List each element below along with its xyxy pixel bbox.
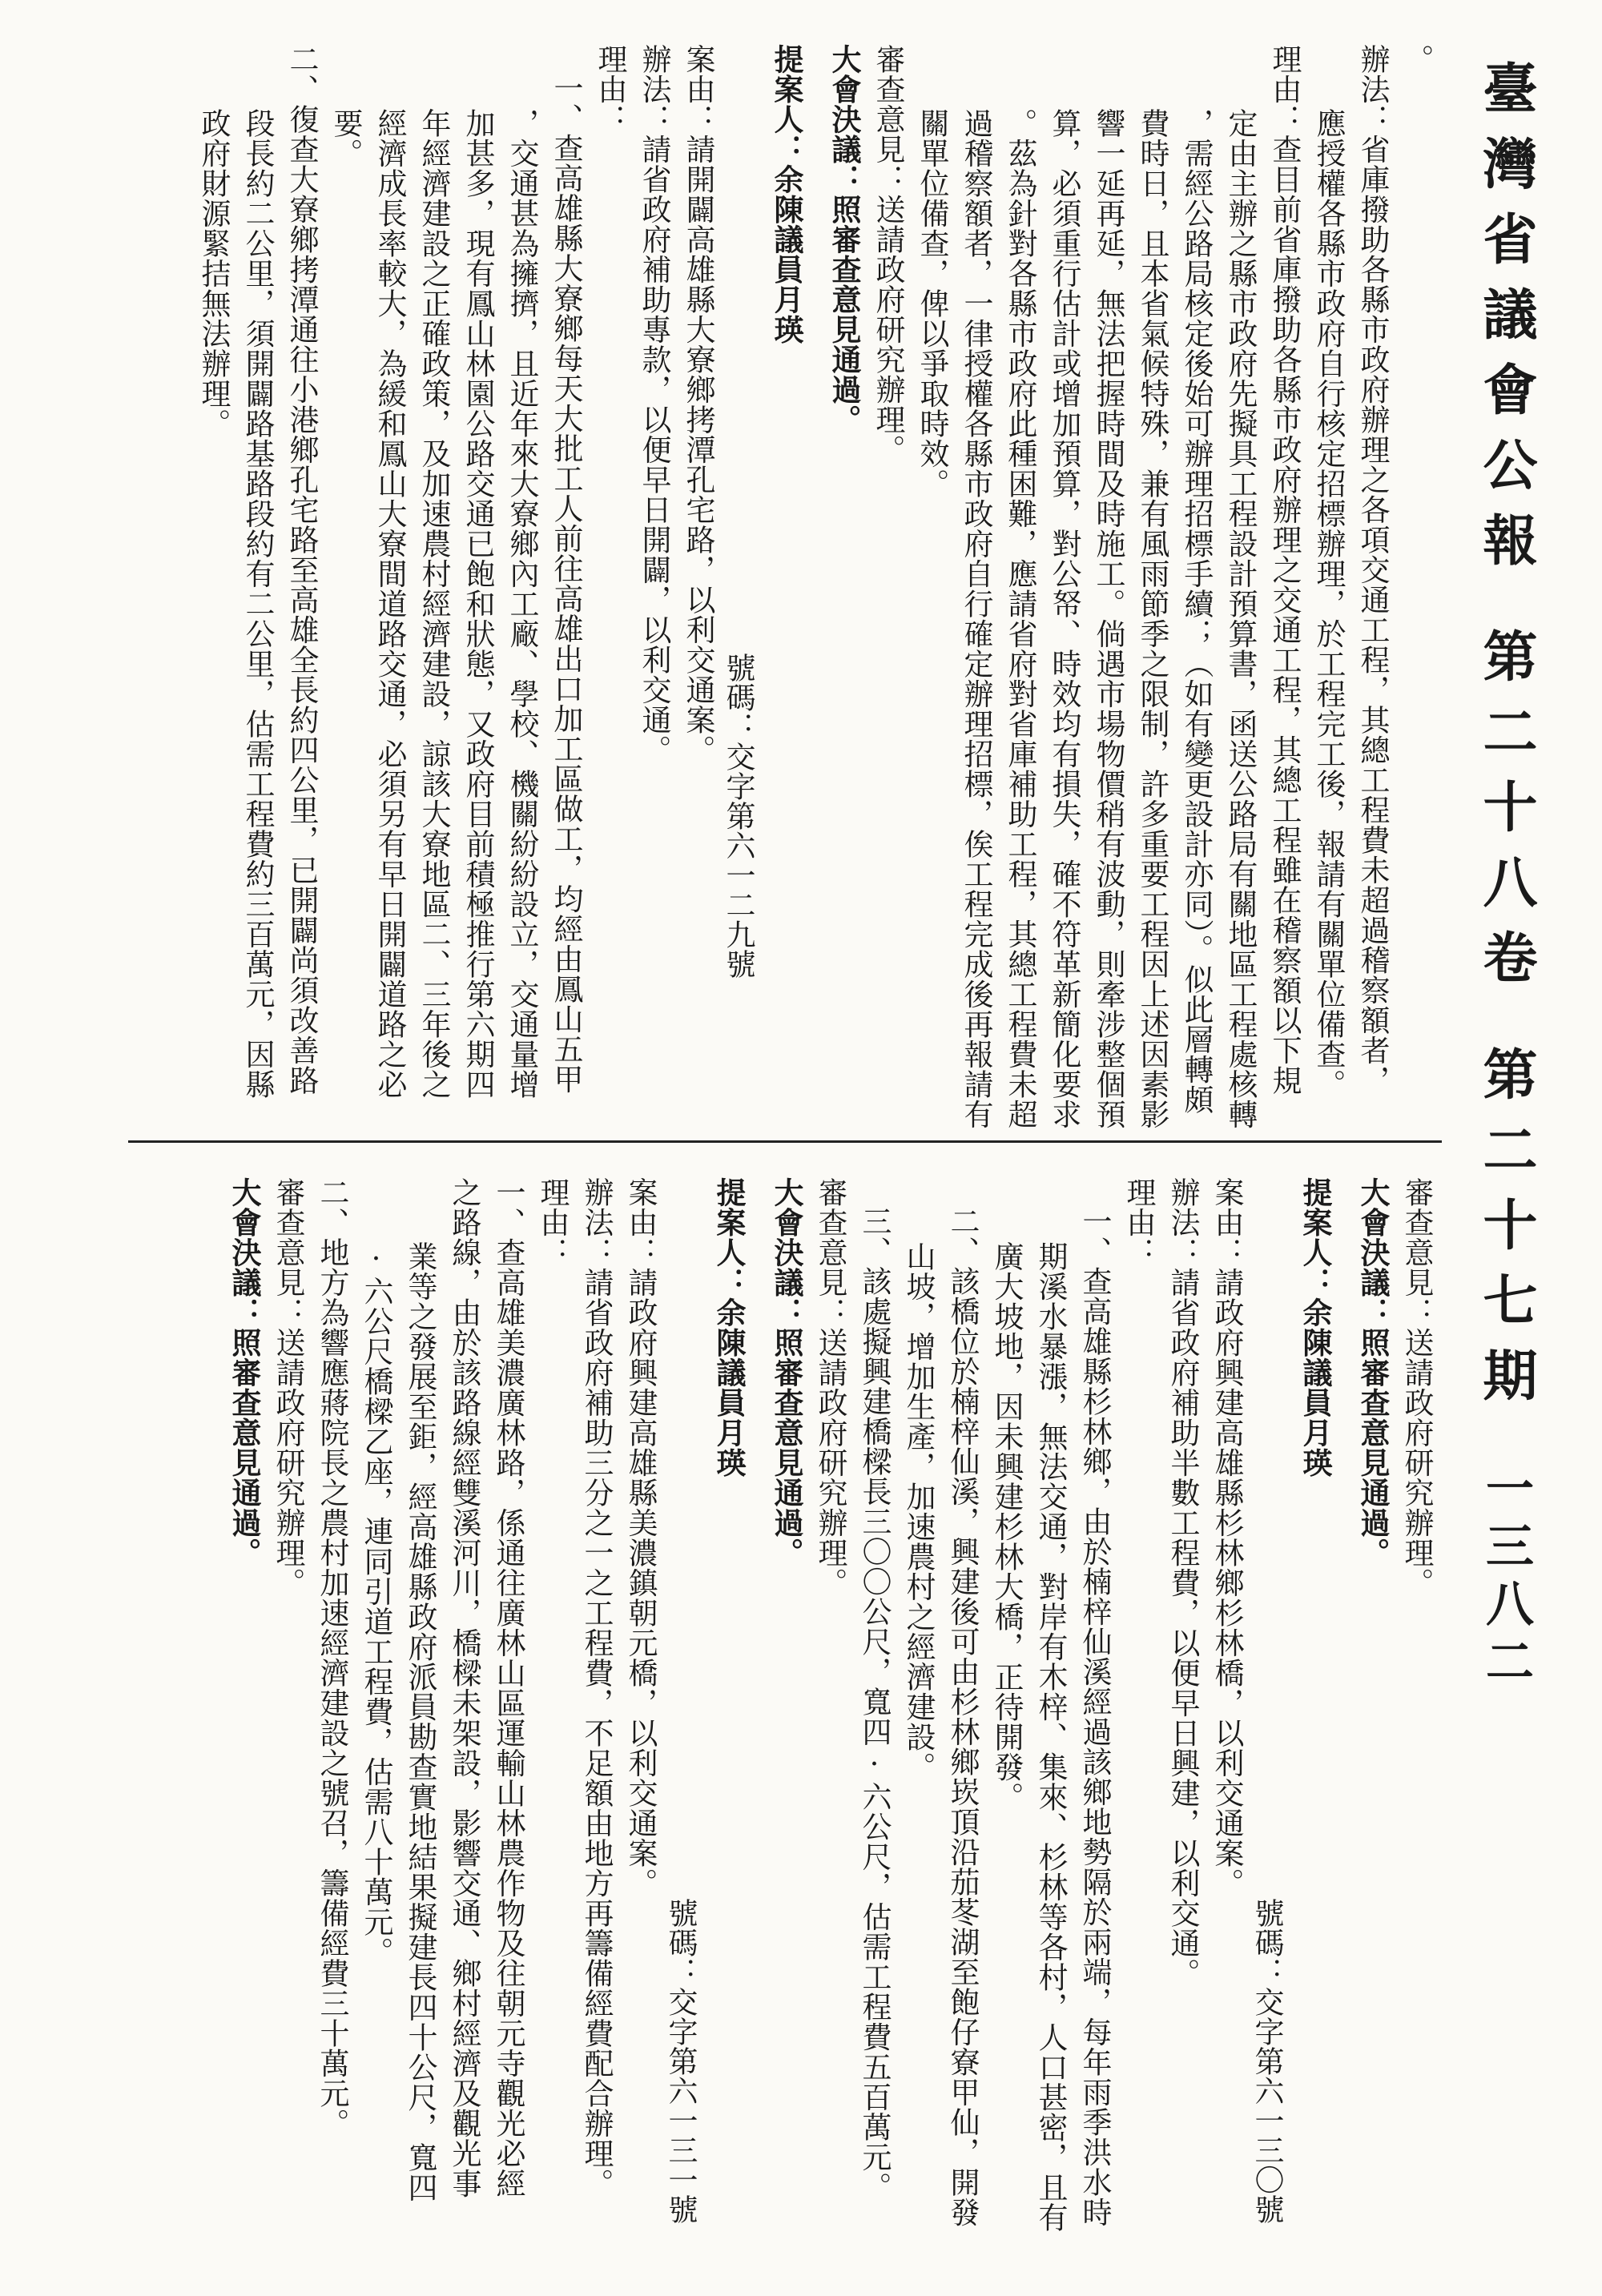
section-divider bbox=[128, 1140, 1442, 1143]
motion-number: 號碼：交字第六一三一號 bbox=[663, 1898, 698, 2224]
top-section bbox=[187, 44, 1434, 1129]
text-line: 定由主辦之縣市政府先擬具工程設計預算書，函送公路局有關地區工程處核轉 bbox=[1223, 108, 1258, 1129]
reason-item: 一、查高雄縣大寮鄉每天大批工人前往高雄出口加工區做工，均經由鳳山五甲 bbox=[549, 73, 583, 1094]
reason-item: 山坡，增加生產，加速農村之經濟建設。 bbox=[901, 1241, 936, 1782]
reason-item: 期溪水暴漲，無法交通，對岸有木梓、集來、杉林等各村，人口甚密，且有 bbox=[1033, 1241, 1068, 2233]
text-line: ，需經公路局核定後始可辦理招標手續；（如有變更設計亦同）。似此層轉頗 bbox=[1179, 108, 1214, 1115]
reason-item: 廣大坡地，因未興建杉林大橋，正待開發。 bbox=[989, 1241, 1024, 1812]
text-line: 關單位備查，俾以爭取時效。 bbox=[915, 108, 949, 499]
reason-item: 一、查高雄縣杉林鄉，由於楠梓仙溪經過該鄉地勢隔於兩端，每年雨季洪水時 bbox=[1077, 1206, 1112, 2227]
case-subject: 案由：請政府興建高雄縣美濃鎮朝元橋，以利交通案。 bbox=[623, 1177, 658, 1898]
text-line: 應授權各縣市政府自行核定招標辦理，於工程完工後，報請有關單位備查。 bbox=[1311, 108, 1346, 1100]
method: 辦法：請省政府補助三分之一之工程費，不足額由地方再籌備經費配合辦理。 bbox=[579, 1177, 614, 2198]
method: 辦法：請省政府補助半數工程費，以便早日興建，以利交通。 bbox=[1165, 1177, 1200, 1988]
assembly-resolution: 大會決議：照審查意見通過。 bbox=[769, 1177, 804, 1568]
reason-item: 一、查高雄美濃廣林路，係通往廣林山區運輸山林農作物及往朝元寺觀光必經 bbox=[491, 1177, 525, 2198]
reason-item: ，交通甚為擁擠，且近年來大寮鄉內工廠、學校、機關紛紛設立，交通量增 bbox=[505, 108, 539, 1100]
proposer: 提案人：余陳議員月瑛 bbox=[769, 44, 804, 344]
review-opinion: 審查意見：送請政府研究辦理。 bbox=[271, 1177, 305, 1598]
reason-item: 要。 bbox=[328, 108, 363, 168]
case-subject: 案由：請政府興建高雄縣杉林鄉杉林橋，以利交通案。 bbox=[1210, 1177, 1244, 1898]
text-line: 。 bbox=[1399, 44, 1434, 74]
reason-line: 理由：查目前省庫撥助各縣市政府辦理之交通工程，其總工程雖在稽察額以下規 bbox=[1267, 44, 1302, 1096]
page-number: 一三八二 bbox=[1478, 1462, 1534, 1694]
journal-title: 臺灣省議會公報 bbox=[1474, 60, 1538, 587]
method: 辦法：請省政府補助專款，以便早日開闢，以利交通。 bbox=[637, 44, 671, 765]
text-line: 算，必須重行估計或增加預算，對公帑、時效均有損失，確不符革新簡化要求 bbox=[1047, 108, 1081, 1129]
reason-item: 業等之發展至鉅，經高雄縣政府派員勘查實地結果擬建長四十公尺，寬四 bbox=[403, 1241, 437, 2202]
page-header bbox=[1458, 60, 1554, 1694]
reason-item: 二、地方為響應蔣院長之農村加速經濟建設之號召，籌備經費三十萬元。 bbox=[315, 1177, 349, 2138]
method-line: 辦法：省庫撥助各縣市政府辦理之各項交通工程，其總工程費未超過稽察額者， bbox=[1355, 44, 1390, 1096]
motion-number: 號碼：交字第六一二九號 bbox=[721, 653, 755, 979]
reason-item: 二、復查大寮鄉拷潭通往小港鄉孔宅路至高雄全長約四公里，已開闢尚須改善路 bbox=[284, 44, 319, 1096]
assembly-resolution: 大會決議：照審查意見通過。 bbox=[1355, 1177, 1391, 1568]
reason-item: 之路線，由於該路線經雙溪河川，橋樑未架設，影響交通、鄉村經濟及觀光事 bbox=[447, 1177, 481, 2198]
proposer: 提案人：余陳議員月瑛 bbox=[1298, 1177, 1333, 1478]
reason-label: 理由： bbox=[535, 1177, 570, 1268]
motion-number: 號碼：交字第六一三〇號 bbox=[1250, 1898, 1284, 2224]
reason-label: 理由： bbox=[593, 44, 627, 135]
reason-item: 三、該處擬興建橋樑長三〇〇公尺，寬四·六公尺，估需工程費五百萬元。 bbox=[857, 1206, 892, 2202]
text-line: 響一延再延，無法把握時間及時施工。倘遇市場物價稍有波動，則牽涉整個預 bbox=[1091, 108, 1125, 1129]
reason-item: ·六公尺橋樑乙座，連同引道工程費，估需八十萬元。 bbox=[359, 1241, 393, 1967]
reason-item: 二、該橋位於楠梓仙溪，興建後可由杉林鄉崁頂沿茄苳湖至飽仔寮甲仙，開發 bbox=[945, 1206, 980, 2227]
reason-item: 年經濟建設之正確政策，及加速農村經濟建設，諒該大寮地區二、三年後之 bbox=[417, 108, 451, 1100]
reason-item: 經濟成長率較大，為緩和鳳山大寮間道路交通，必須另有早日開闢道路之必 bbox=[372, 108, 407, 1100]
review-opinion: 審查意見：送請政府研究辦理。 bbox=[1399, 1177, 1434, 1598]
review-opinion: 審查意見：送請政府研究辦理。 bbox=[871, 44, 905, 464]
reason-item: 加甚多，現有鳳山林園公路交通已飽和狀態，又政府目前積極推行第六期四 bbox=[461, 108, 495, 1100]
proposer: 提案人：余陳議員月瑛 bbox=[711, 1177, 747, 1478]
reason-label: 理由： bbox=[1121, 1177, 1156, 1268]
volume-number: 第二十八卷 bbox=[1474, 628, 1538, 1005]
reason-item: 政府財源緊拮無法辦理。 bbox=[196, 108, 231, 439]
bottom-section bbox=[217, 1177, 1434, 2242]
issue-number: 第二十七期 bbox=[1474, 1045, 1538, 1422]
text-line: 。茲為針對各縣市政府此種困難，應請省府對省庫補助工程，其總工程費未超 bbox=[1003, 108, 1037, 1129]
review-opinion: 審查意見：送請政府研究辦理。 bbox=[813, 1177, 847, 1598]
assembly-resolution: 大會決議：照審查意見通過。 bbox=[827, 44, 862, 435]
assembly-resolution: 大會決議：照審查意見通過。 bbox=[227, 1177, 262, 1568]
case-subject: 案由：請開闢高雄縣大寮鄉拷潭孔宅路，以利交通案。 bbox=[681, 44, 715, 765]
reason-item: 段長約二公里，須開闢路基路段約有二公里，估需工程費約三百萬元，因縣 bbox=[240, 108, 275, 1100]
text-line: 過稽察額者，一律授權各縣市政府自行確定辦理招標，俟工程完成後再報請有 bbox=[959, 108, 993, 1129]
text-line: 費時日，且本省氣候特殊，兼有風雨節季之限制，許多重要工程因上述因素影 bbox=[1135, 108, 1169, 1129]
